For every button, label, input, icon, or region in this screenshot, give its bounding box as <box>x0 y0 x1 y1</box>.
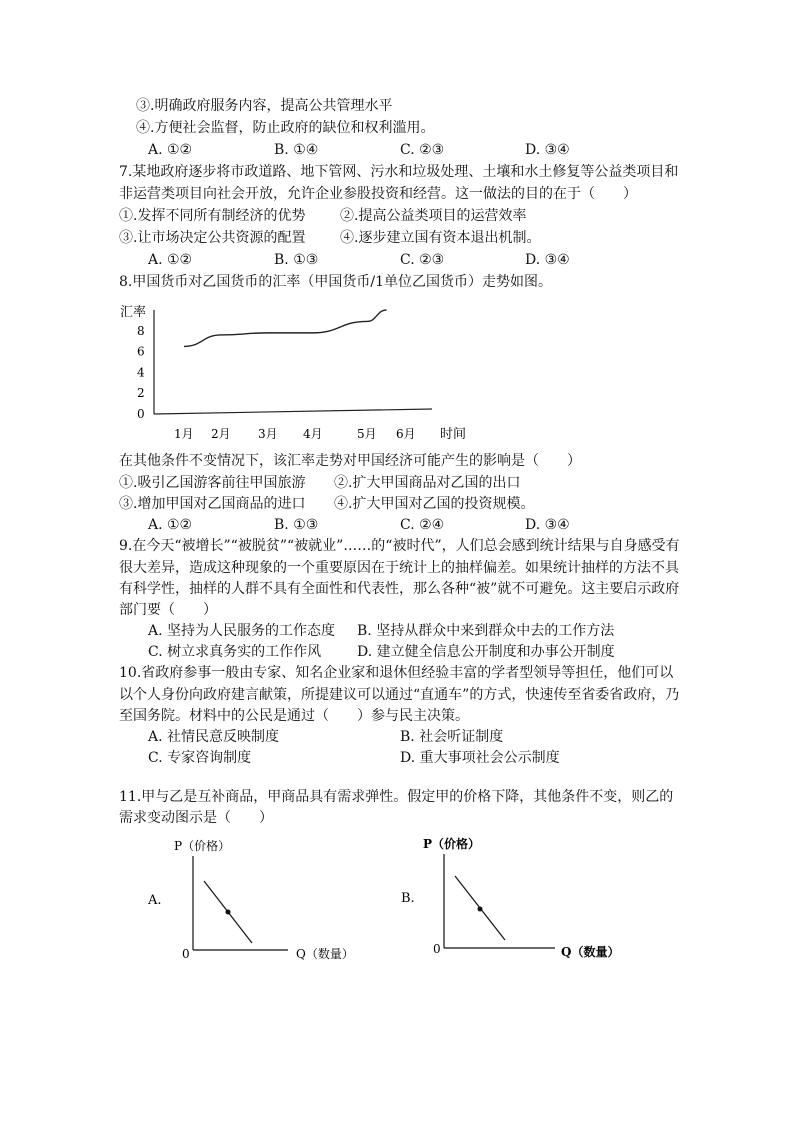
q11-graph-a-option-label: A. <box>148 893 162 908</box>
q6-option-d: D. ③④ <box>525 142 570 158</box>
q8-option-b: B. ①③ <box>274 517 319 533</box>
q10-option-b: B. 社会听证制度 <box>400 729 504 745</box>
q10-option-c: C. 专家咨询制度 <box>148 750 252 766</box>
q8-stem: 8.甲国货币对乙国货币的汇率（甲国货币/1单位乙国货币）走势如图。 <box>119 274 552 290</box>
exchange-rate-series-line <box>184 310 387 346</box>
q9-stem-line-3: 有科学性，抽样的人群不具有全面性和代表性，那么各种“被”就不可避免。这主要启示政府 <box>119 581 680 597</box>
q8-option-d: D. ③④ <box>525 517 570 533</box>
chart-y-tick-label: 2 <box>137 386 145 401</box>
q9-stem-line-4: 部门要（ ） <box>119 602 217 618</box>
q11-stem-line-2: 需求变动图示是（ ） <box>119 810 273 826</box>
q10-stem-line-1: 10.省政府参事一般由专家、知名企业家和退休但经验丰富的学者型领导等担任，他们可以 <box>119 665 674 681</box>
q11-graph-a-origin: 0 <box>182 947 190 961</box>
q7-option-d: D. ③④ <box>525 252 570 268</box>
q11-graph-b-point <box>478 907 483 912</box>
q7-option-a: A. ①② <box>148 252 193 268</box>
q7-stem-line-1: 7.某地政府逐步将市政道路、地下管网、污水和垃圾处理、土壤和水土修复等公益类项目和 <box>119 164 679 180</box>
chart-x-tick-label: 2月 <box>211 427 231 441</box>
chart-y-tick-label: 8 <box>137 323 145 338</box>
q7-item-4: ④.逐步建立国有资本退出机制。 <box>340 230 541 246</box>
chart-y-tick-label: 4 <box>137 365 145 380</box>
chart-x-tick-label: 1月 <box>174 427 194 441</box>
q10-stem-line-2: 以个人身份向政府建言献策，所提建议可以通过“直通车”的方式，快速传至省委省政府，乃 <box>119 687 680 703</box>
q7-stem-line-2: 非运营类项目向社会开放，允许企业参股投资和经营。这一做法的目的在于（ ） <box>119 186 637 202</box>
q7-item-2: ②.提高公益类项目的运营效率 <box>340 208 527 224</box>
q7-option-c: C. ②③ <box>400 252 445 268</box>
q11-stem-line-1: 11.甲与乙是互补商品，甲商品具有需求弹性。假定甲的价格下降，其他条件不变，则乙的 <box>119 789 674 805</box>
q9-option-a: A. 坚持为人民服务的工作态度 <box>148 623 336 639</box>
exchange-rate-chart <box>110 296 480 446</box>
q11-graph-b-option-label: B. <box>401 891 415 906</box>
q11-graph-b-x-axis-label: Q（数量） <box>561 945 620 959</box>
chart-x-tick-label: 5月 <box>357 427 377 441</box>
q9-stem-line-2: 很大差异，造成这种现象的一个重要原因在于统计上的抽样偏差。如果统计抽样的方法不具 <box>119 560 679 576</box>
chart-axes <box>154 310 432 414</box>
chart-x-ticks <box>174 427 416 441</box>
q7-item-1: ①.发挥不同所有制经济的优势 <box>119 208 306 224</box>
q11-graph-b-origin: 0 <box>433 942 441 956</box>
q11-graph-a-y-axis-label: P（价格） <box>174 839 231 853</box>
q10-stem-line-3: 至国务院。材料中的公民是通过（ ）参与民主决策。 <box>119 708 469 724</box>
q8-item-1: ①.吸引乙国游客前往甲国旅游 <box>119 475 306 491</box>
q11-graph-a <box>140 836 354 966</box>
q10-option-d: D. 重大事项社会公示制度 <box>400 750 560 766</box>
q8-item-4: ④.扩大甲国对乙国的投资规模。 <box>334 496 535 512</box>
q6-item-3: ③.明确政府服务内容，提高公共管理水平 <box>136 98 393 114</box>
q11-graph-a-x-axis-label: Q（数量） <box>296 947 354 961</box>
q8-option-a: A. ①② <box>148 517 193 533</box>
chart-x-tick-label: 6月 <box>396 427 416 441</box>
chart-y-tick-label: 0 <box>137 407 145 421</box>
q7-option-b: B. ①③ <box>274 252 319 268</box>
q8-question: 在其他条件不变情况下，该汇率走势对甲国经济可能产生的影响是（ ） <box>119 453 581 469</box>
q9-option-b: B. 坚持从群众中来到群众中去的工作方法 <box>357 623 615 639</box>
q9-option-d: D. 建立健全信息公开制度和办事公开制度 <box>357 644 615 660</box>
chart-x-tick-label: 4月 <box>303 427 323 441</box>
chart-x-tick-label: 3月 <box>258 427 278 441</box>
q6-option-c: C. ②③ <box>400 142 445 158</box>
q6-item-4: ④.方便社会监督，防止政府的缺位和权利滥用。 <box>136 120 435 136</box>
q11-graph-a-point <box>226 910 231 915</box>
q6-option-b: B. ①④ <box>274 142 319 158</box>
q6-option-a: A. ①② <box>148 142 193 158</box>
q11-graph-b <box>395 834 635 964</box>
q11-graph-b-y-axis-label: P（价格） <box>423 837 481 851</box>
q7-item-3: ③.让市场决定公共资源的配置 <box>119 230 306 246</box>
chart-y-axis-label: 汇率 <box>120 305 147 320</box>
q8-option-c: C. ②④ <box>400 517 445 533</box>
q9-option-c: C. 树立求真务实的工作作风 <box>148 644 322 660</box>
chart-x-axis-label: 时间 <box>440 427 467 442</box>
chart-y-ticks <box>137 324 145 421</box>
q8-item-2: ②.扩大甲国商品对乙国的出口 <box>334 475 521 491</box>
chart-y-tick-label: 6 <box>137 344 145 359</box>
q10-option-a: A. 社情民意反映制度 <box>148 729 280 745</box>
q9-stem-line-1: 9.在今天“被增长”“被脱贫”“被就业”……的“被时代”，人们总会感到统计结果与自身感受有 <box>119 538 680 554</box>
q8-item-3: ③.增加甲国对乙国商品的进口 <box>119 496 306 512</box>
